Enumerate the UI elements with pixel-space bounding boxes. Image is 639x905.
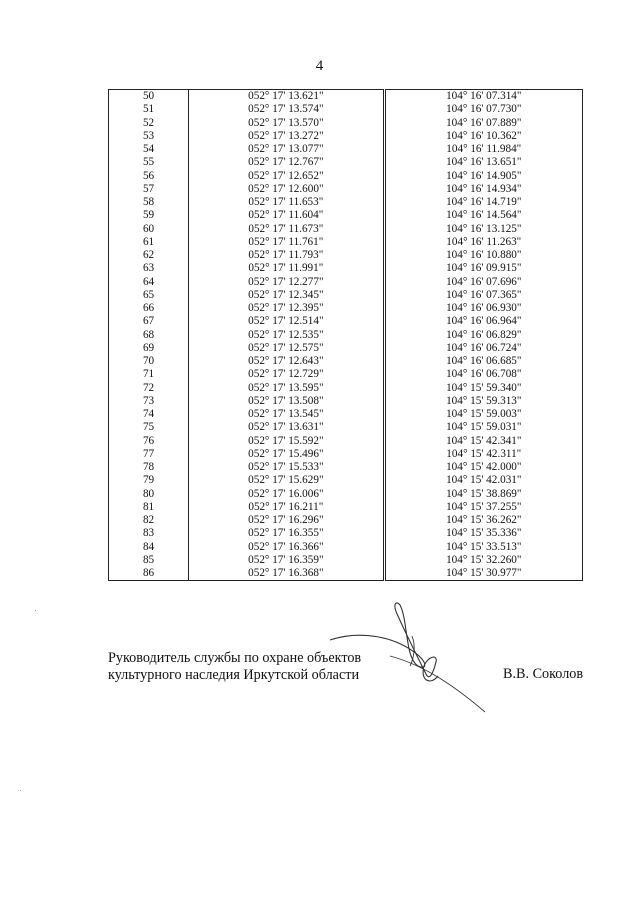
longitude-cell: 104° 15' 38.869"	[384, 488, 582, 501]
point-number-cell: 56	[109, 170, 189, 183]
longitude-cell: 104° 16' 14.934"	[384, 183, 582, 196]
table-row	[109, 196, 583, 209]
longitude-cell: 104° 15' 30.977"	[384, 567, 582, 581]
latitude-cell: 052° 17' 13.508"	[189, 395, 384, 408]
table-row	[109, 541, 583, 554]
latitude-cell: 052° 17' 11.673"	[189, 223, 384, 236]
latitude-cell: 052° 17' 13.595"	[189, 382, 384, 395]
point-number-cell: 62	[109, 249, 189, 262]
latitude-cell: 052° 17' 13.272"	[189, 130, 384, 143]
longitude-cell: 104° 15' 37.255"	[384, 501, 582, 514]
table-row	[109, 289, 583, 302]
longitude-cell: 104° 16' 06.930"	[384, 302, 582, 315]
signatory-name: В.В. Соколов	[503, 666, 584, 682]
latitude-cell: 052° 17' 13.631"	[189, 421, 384, 434]
point-number-cell: 71	[109, 368, 189, 381]
table-row	[109, 262, 583, 275]
longitude-cell: 104° 15' 59.031"	[384, 421, 582, 434]
latitude-cell: 052° 17' 12.643"	[189, 355, 384, 368]
longitude-cell: 104° 16' 09.915"	[384, 262, 582, 275]
point-number-cell: 80	[109, 488, 189, 501]
longitude-cell: 104° 15' 59.003"	[384, 408, 582, 421]
latitude-cell: 052° 17' 11.604"	[189, 209, 384, 222]
longitude-cell: 104° 16' 06.964"	[384, 315, 582, 328]
longitude-cell: 104° 15' 42.000"	[384, 461, 582, 474]
table-row	[109, 209, 583, 222]
point-number-cell: 83	[109, 527, 189, 540]
latitude-cell: 052° 17' 12.652"	[189, 170, 384, 183]
table-row	[109, 461, 583, 474]
table-row	[109, 408, 583, 421]
longitude-cell: 104° 15' 32.260"	[384, 554, 582, 567]
latitude-cell: 052° 17' 11.653"	[189, 196, 384, 209]
latitude-cell: 052° 17' 12.535"	[189, 329, 384, 342]
page-number: 4	[315, 58, 324, 74]
point-number-cell: 60	[109, 223, 189, 236]
point-number-cell: 66	[109, 302, 189, 315]
table-row	[109, 276, 583, 289]
table-row	[109, 130, 583, 143]
table-row	[109, 567, 583, 581]
table-row	[109, 488, 583, 501]
latitude-cell: 052° 17' 12.345"	[189, 289, 384, 302]
coordinates-table-body	[109, 90, 583, 581]
scan-speck	[35, 610, 36, 611]
latitude-cell: 052° 17' 12.767"	[189, 156, 384, 169]
longitude-cell: 104° 16' 07.696"	[384, 276, 582, 289]
latitude-cell: 052° 17' 16.368"	[189, 567, 384, 581]
point-number-cell: 58	[109, 196, 189, 209]
table-row	[109, 355, 583, 368]
point-number-cell: 65	[109, 289, 189, 302]
table-row	[109, 117, 583, 130]
latitude-cell: 052° 17' 13.077"	[189, 143, 384, 156]
point-number-cell: 74	[109, 408, 189, 421]
point-number-cell: 75	[109, 421, 189, 434]
longitude-cell: 104° 15' 36.262"	[384, 514, 582, 527]
signatory-title-line-2: культурного наследия Иркутской области	[108, 667, 360, 683]
longitude-cell: 104° 15' 59.313"	[384, 395, 582, 408]
longitude-cell: 104° 16' 11.984"	[384, 143, 582, 156]
point-number-cell: 85	[109, 554, 189, 567]
point-number-cell: 79	[109, 474, 189, 487]
table-row	[109, 514, 583, 527]
longitude-cell: 104° 16' 11.263"	[384, 236, 582, 249]
handwritten-signature	[300, 600, 500, 730]
latitude-cell: 052° 17' 12.277"	[189, 276, 384, 289]
point-number-cell: 82	[109, 514, 189, 527]
latitude-cell: 052° 17' 12.729"	[189, 368, 384, 381]
point-number-cell: 69	[109, 342, 189, 355]
longitude-cell: 104° 16' 06.708"	[384, 368, 582, 381]
point-number-cell: 55	[109, 156, 189, 169]
longitude-cell: 104° 15' 35.336"	[384, 527, 582, 540]
point-number-cell: 63	[109, 262, 189, 275]
latitude-cell: 052° 17' 12.600"	[189, 183, 384, 196]
coordinates-table	[108, 89, 583, 581]
table-row	[109, 315, 583, 328]
point-number-cell: 53	[109, 130, 189, 143]
point-number-cell: 64	[109, 276, 189, 289]
scan-speck	[20, 790, 21, 791]
point-number-cell: 51	[109, 103, 189, 116]
table-row	[109, 527, 583, 540]
point-number-cell: 70	[109, 355, 189, 368]
longitude-cell: 104° 16' 10.880"	[384, 249, 582, 262]
point-number-cell: 61	[109, 236, 189, 249]
point-number-cell: 84	[109, 541, 189, 554]
table-row	[109, 223, 583, 236]
point-number-cell: 67	[109, 315, 189, 328]
table-row	[109, 448, 583, 461]
table-row	[109, 103, 583, 116]
latitude-cell: 052° 17' 12.575"	[189, 342, 384, 355]
point-number-cell: 86	[109, 567, 189, 581]
signatory-title-line-1: Руководитель службы по охране объектов	[108, 650, 362, 666]
table-row	[109, 554, 583, 567]
longitude-cell: 104° 16' 06.724"	[384, 342, 582, 355]
point-number-cell: 76	[109, 435, 189, 448]
table-row	[109, 474, 583, 487]
latitude-cell: 052° 17' 16.359"	[189, 554, 384, 567]
table-row	[109, 302, 583, 315]
longitude-cell: 104° 16' 07.365"	[384, 289, 582, 302]
latitude-cell: 052° 17' 13.621"	[189, 90, 384, 104]
latitude-cell: 052° 17' 11.991"	[189, 262, 384, 275]
longitude-cell: 104° 16' 13.125"	[384, 223, 582, 236]
longitude-cell: 104° 16' 13.651"	[384, 156, 582, 169]
point-number-cell: 50	[109, 90, 189, 104]
latitude-cell: 052° 17' 15.533"	[189, 461, 384, 474]
latitude-cell: 052° 17' 15.629"	[189, 474, 384, 487]
latitude-cell: 052° 17' 15.496"	[189, 448, 384, 461]
table-row	[109, 395, 583, 408]
table-row	[109, 421, 583, 434]
longitude-cell: 104° 16' 07.314"	[384, 90, 582, 104]
latitude-cell: 052° 17' 11.761"	[189, 236, 384, 249]
longitude-cell: 104° 16' 14.905"	[384, 170, 582, 183]
point-number-cell: 72	[109, 382, 189, 395]
longitude-cell: 104° 15' 42.311"	[384, 448, 582, 461]
point-number-cell: 81	[109, 501, 189, 514]
longitude-cell: 104° 16' 14.719"	[384, 196, 582, 209]
longitude-cell: 104° 16' 07.730"	[384, 103, 582, 116]
point-number-cell: 54	[109, 143, 189, 156]
table-row	[109, 329, 583, 342]
latitude-cell: 052° 17' 16.211"	[189, 501, 384, 514]
table-row	[109, 249, 583, 262]
table-row	[109, 236, 583, 249]
point-number-cell: 78	[109, 461, 189, 474]
point-number-cell: 59	[109, 209, 189, 222]
point-number-cell: 68	[109, 329, 189, 342]
latitude-cell: 052° 17' 11.793"	[189, 249, 384, 262]
latitude-cell: 052° 17' 12.514"	[189, 315, 384, 328]
table-row	[109, 183, 583, 196]
longitude-cell: 104° 16' 06.685"	[384, 355, 582, 368]
latitude-cell: 052° 17' 13.570"	[189, 117, 384, 130]
table-row	[109, 170, 583, 183]
longitude-cell: 104° 15' 42.031"	[384, 474, 582, 487]
latitude-cell: 052° 17' 13.574"	[189, 103, 384, 116]
table-row	[109, 368, 583, 381]
longitude-cell: 104° 16' 07.889"	[384, 117, 582, 130]
point-number-cell: 77	[109, 448, 189, 461]
table-row	[109, 342, 583, 355]
longitude-cell: 104° 16' 06.829"	[384, 329, 582, 342]
latitude-cell: 052° 17' 16.296"	[189, 514, 384, 527]
longitude-cell: 104° 15' 33.513"	[384, 541, 582, 554]
table-row	[109, 143, 583, 156]
table-row	[109, 435, 583, 448]
latitude-cell: 052° 17' 15.592"	[189, 435, 384, 448]
latitude-cell: 052° 17' 13.545"	[189, 408, 384, 421]
latitude-cell: 052° 17' 16.355"	[189, 527, 384, 540]
latitude-cell: 052° 17' 16.366"	[189, 541, 384, 554]
latitude-cell: 052° 17' 12.395"	[189, 302, 384, 315]
longitude-cell: 104° 16' 10.362"	[384, 130, 582, 143]
table-row	[109, 156, 583, 169]
latitude-cell: 052° 17' 16.006"	[189, 488, 384, 501]
point-number-cell: 52	[109, 117, 189, 130]
table-row	[109, 90, 583, 104]
longitude-cell: 104° 15' 42.341"	[384, 435, 582, 448]
point-number-cell: 57	[109, 183, 189, 196]
table-row	[109, 501, 583, 514]
longitude-cell: 104° 15' 59.340"	[384, 382, 582, 395]
longitude-cell: 104° 16' 14.564"	[384, 209, 582, 222]
point-number-cell: 73	[109, 395, 189, 408]
table-row	[109, 382, 583, 395]
